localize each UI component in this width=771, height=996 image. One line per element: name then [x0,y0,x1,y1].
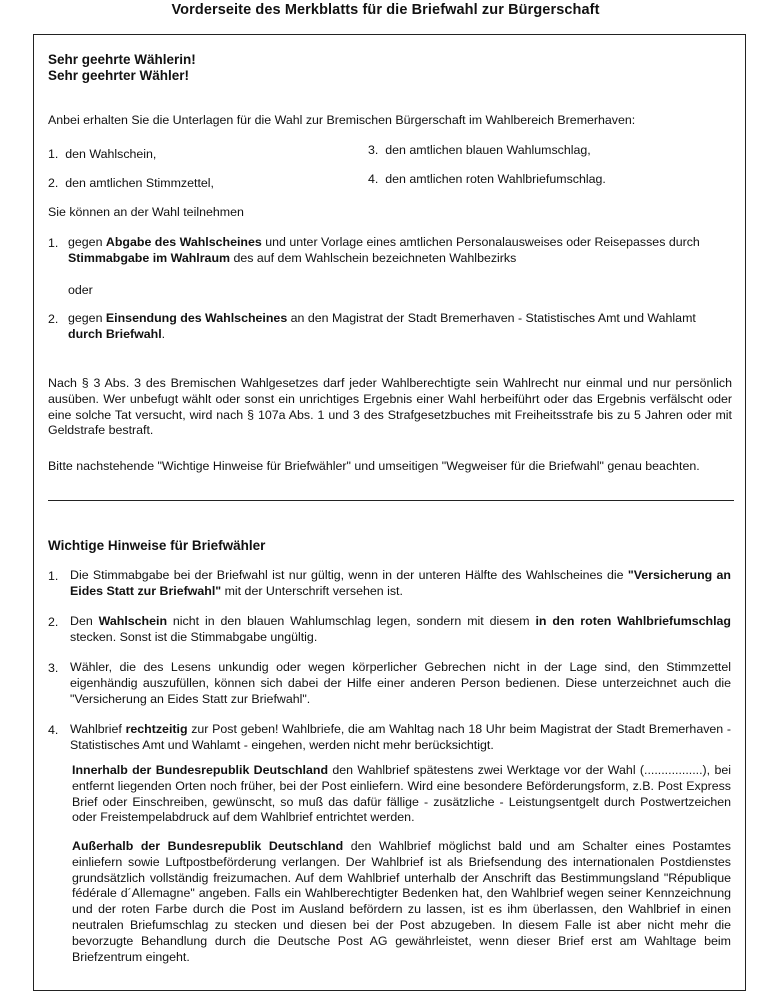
document-item-number: 2. [48,176,59,190]
hint-2-number: 2. [48,615,59,629]
document-item-1 [48,146,156,162]
hint-2-text: Den Wahlschein nicht in den blauen Wahlumschlag legen, sondern mit diesem in den roten Wahlbriefumschlag stecken. Sonst ist die Stimmabgabe ungültig. [70,614,731,644]
document-item-text: den amtlichen blauen Wahlumschlag, [385,143,591,157]
option-2-bold-1: Einsendung des Wahlscheines [105,311,288,325]
law-paragraph: Nach § 3 Abs. 3 des Bremischen Wahlgesetzes darf jeder Wahlberechtigte sein Wahlrecht nur einmal und nur persönlich ausüben. Wer unbefugt wählt oder sonst ein unrichtiges Ergebnis einer Wahl herbeiführt oder das Ergebnis verfälscht oder eine solche Tat versucht, wird nach § 107a Abs. 1 und 3 des Strafgesetzbuches mit Freiheitsstrafe bis zu 5 Jahren oder mit Geldstrafe bestraft. [48,376,732,438]
hint-4-text: Wahlbrief rechtzeitig zur Post geben! Wahlbriefe, die am Wahltag nach 18 Uhr beim Magistrat der Stadt Bremerhaven - Statistisches Amt und Wahlamt - eingehen, werden nicht mehr berücksichtigt. [70,722,731,752]
domestic-bold: Innerhalb der Bundesrepublik Deutschland [72,763,329,777]
abroad-paragraph: Außerhalb der Bundesrepublik Deutschland den Wahlbrief möglichst bald und am Schalter eines Postamtes einliefern sowie Luftpostbeförderung verlangen. Der Wahlbrief ist als Briefsendung des internationalen Postdienstes grundsätzlich vollständig freizumachen. Auf dem Wahlbrief unterhalb der Anschrift das Bestimmungsland "République fédérale d´Allemagne" angeben. Falls ein Wahlberechtigter Bedenken hat, den Wahlbrief wegen seiner Kennzeichnung und der roten Farbe durch die Post im Ausland befördern zu lassen, ist es ihm überlassen, den Wahlbrief in einen neutralen Briefumschlag zu stecken und diesen bei der Post abzugeben. In diesem Falle ist aber nicht mehr die bevorzugte Behandlung durch die Deutsche Post AG gewährleistet, wenn dieser Brief erst am Wahltage beim Briefzentrum eingeht. [72,839,731,964]
intro-text: Anbei erhalten Sie die Unterlagen für die Wahl zur Bremischen Bürgerschaft im Wahlbereich Bremerhaven: [48,113,636,127]
hint-4-number: 4. [48,723,59,737]
option-1-bold-1: Abgabe des Wahlscheines [105,235,262,249]
hint-2-bold-2: in den roten Wahlbriefumschlag [535,614,731,628]
domestic-paragraph: Innerhalb der Bundesrepublik Deutschland den Wahlbrief spätestens zwei Werktage vor der Wahl (.................), bei entfernt liegenden Orten noch früher, bei der Post einliefern. Wird eine besondere Beförderungsform, z.B. Post Express Brief oder Einschreiben, gewünscht, so muß das dafür fällige - zusätzliche - Leistungsentgelt durch Postwertzeichen oder Freistempelabdruck auf dem Wahlbrief entrichtet werden. [72,763,731,825]
option-1-number: 1. [48,236,59,250]
option-2-bold-2: durch Briefwahl [68,326,162,341]
hint-1-bold: "Versicherung an Eides Statt zur Briefwahl" [70,568,731,598]
greeting-line-2: Sehr geehrter Wähler! [48,68,190,83]
document-item-text: den amtlichen Stimmzettel, [65,176,214,190]
section-divider [48,500,734,501]
document-item-3 [368,142,591,158]
option-2-text: gegen Einsendung des Wahlscheines an den Magistrat der Stadt Bremerhaven - Statistisches Amt und Wahlamt durch Briefwahl. [68,311,696,341]
participate-text: Sie können an der Wahl teilnehmen [48,205,244,219]
document-item-text: den amtlichen roten Wahlbriefumschlag. [385,172,606,186]
abroad-bold: Außerhalb der Bundesrepublik Deutschland [72,839,344,853]
hint-1-text: Die Stimmabgabe bei der Briefwahl ist nur gültig, wenn in der unteren Hälfte des Wahlscheines die "Versicherung an Eides Statt zur Briefwahl" mit der Unterschrift versehen ist. [70,568,731,598]
note-text: Bitte nachstehende "Wichtige Hinweise für Briefwähler" und umseitigen "Wegweiser für die Briefwahl" genau beachten. [48,459,700,473]
document-item-4 [368,171,606,187]
document-item-text: den Wahlschein, [65,147,157,161]
hint-4-bold: rechtzeitig [125,722,188,736]
hint-3-text: Wähler, die des Lesens unkundig oder wegen körperlicher Gebrechen nicht in der Lage sind, den Stimmzettel eigenhändig auszufüllen, können sich dabei der Hilfe einer anderen Person bedienen. Diese unterzeichnet auch die "Versicherung an Eides Statt zur Briefwahl". [70,660,731,706]
hint-2-bold-1: Wahlschein [98,614,168,628]
document-item-number: 1. [48,147,59,161]
option-1-bold-2: Stimmabgabe im Wahlraum [68,250,231,265]
document-title: Vorderseite des Merkblatts für die Briefwahl zur Bürgerschaft [171,2,600,18]
document-item-number: 3. [368,143,379,157]
hint-1-number: 1. [48,569,59,583]
option-2-number: 2. [48,312,59,326]
option-1-text: gegen Abgabe des Wahlscheines und unter Vorlage eines amtlichen Personalausweises oder Reisepasses durch Stimmabgabe im Wahlraum des auf dem Wahlschein bezeichneten Wahlbezirks [68,235,700,265]
or-text: oder [68,283,93,297]
document-item-2 [48,175,214,191]
greeting-line-1: Sehr geehrte Wählerin! [48,52,196,67]
hints-heading: Wichtige Hinweise für Briefwähler [48,538,266,553]
hint-3-number: 3. [48,661,59,675]
document-item-number: 4. [368,172,379,186]
